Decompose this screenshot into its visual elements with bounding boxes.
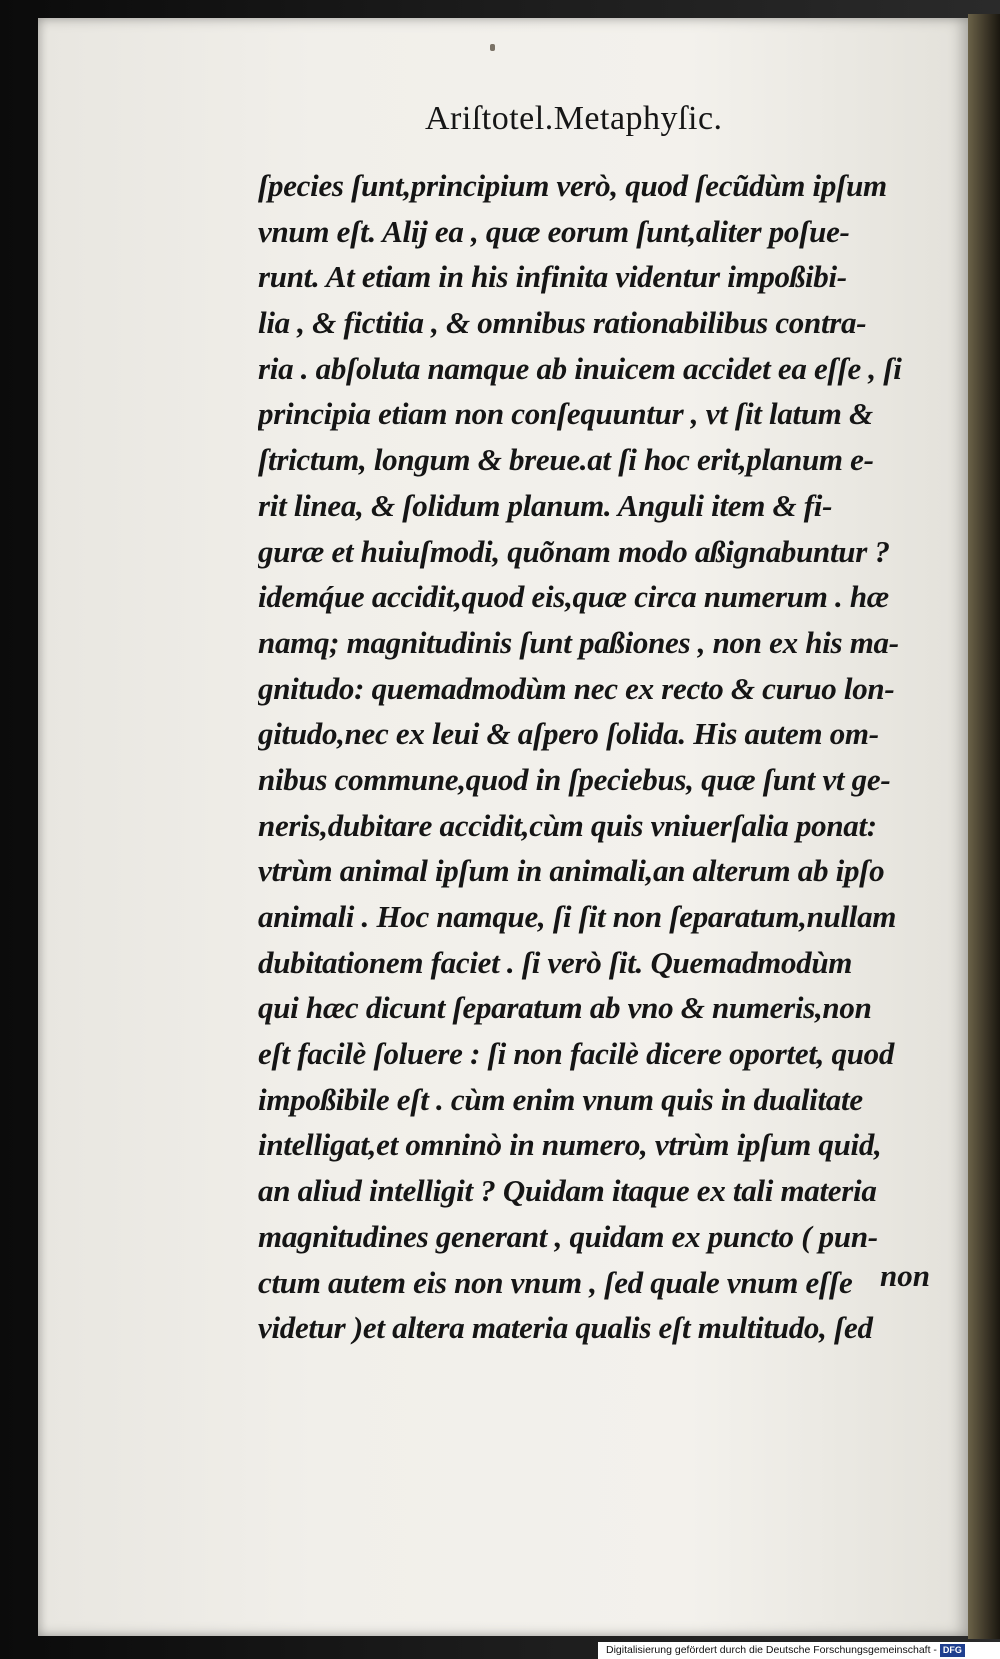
text-line: dubitationem faciet . ſi verò ſit. Quemadmodùm — [258, 944, 853, 980]
text-line: guræ et huiuſmodi, quõnam modo aßignabuntur ? — [258, 533, 890, 569]
body-text — [258, 163, 958, 1351]
text-line: nibus commune,quod in ſpeciebus, quæ ſunt vt ge- — [258, 761, 891, 797]
text-line: neris,dubitare accidit,cùm quis vniuerſalia ponat: — [258, 807, 877, 843]
text-line: intelligat,et omninò in numero, vtrùm ipſum quid, — [258, 1127, 882, 1163]
text-line: ſtrictum, longum & breue.at ſi hoc erit,planum e- — [258, 442, 874, 478]
catchword: non — [880, 1258, 930, 1293]
text-line: ria . abſoluta namque ab inuicem accidet ea eſſe , ſi — [258, 350, 902, 386]
footer-text: Digitalisierung gefördert durch die Deutsche Forschungsgemeinschaft - — [606, 1644, 937, 1656]
text-line: videtur )et altera materia qualis eſt multitudo, ſed — [258, 1310, 873, 1346]
text-line: magnitudines generant , quidam ex puncto ( pun- — [258, 1218, 878, 1254]
text-line: qui hæc dicunt ſeparatum ab vno & numeris,non — [258, 990, 872, 1026]
text-line: vnum eſt. Alij ea , quæ eorum ſunt,aliter poſue- — [258, 213, 850, 249]
text-line: namq; magnitudinis ſunt paßiones , non ex his ma- — [258, 624, 899, 660]
digitization-footer — [598, 1642, 1000, 1659]
dfg-logo-icon: DFG — [940, 1644, 965, 1657]
text-line: runt. At etiam in his infinita videntur impoßibi- — [258, 259, 847, 295]
text-line: ſpecies ſunt,principium verò, quod ſecũdùm ipſum — [258, 168, 887, 203]
text-line: an aliud intelligit ? Quidam itaque ex tali materia — [258, 1173, 877, 1209]
ink-mark — [490, 44, 495, 51]
text-line: animali . Hoc namque, ſi ſit non ſeparatum,nullam — [258, 899, 897, 934]
text-line: impoßibile eſt . cùm enim vnum quis in dualitate — [258, 1081, 863, 1117]
running-head: Ariſtotel.Metaphyſic. — [425, 100, 723, 137]
text-line: rit linea, & ſolidum planum. Anguli item & fi- — [258, 487, 833, 523]
text-line: idemq́ue accidit,quod eis,quæ circa numerum . hæ — [258, 579, 889, 615]
text-line: ctum autem eis non vnum , ſed quale vnum eſſe — [258, 1264, 853, 1300]
text-line: principia etiam non conſequuntur , vt ſit latum & — [258, 396, 873, 432]
text-line: gnitudo: quemadmodùm nec ex recto & curuo lon- — [258, 670, 895, 706]
text-line: gitudo,nec ex leui & aſpero ſolida. His autem om- — [258, 716, 879, 752]
text-line: eſt facilè ſoluere : ſi non facilè dicere oportet, quod — [258, 1036, 895, 1072]
text-line: vtrùm animal ipſum in animali,an alterum ab ipſo — [258, 853, 885, 889]
text-line: lia , & fictitia , & omnibus rationabilibus contra- — [258, 305, 867, 341]
page-edge — [968, 14, 1000, 1639]
